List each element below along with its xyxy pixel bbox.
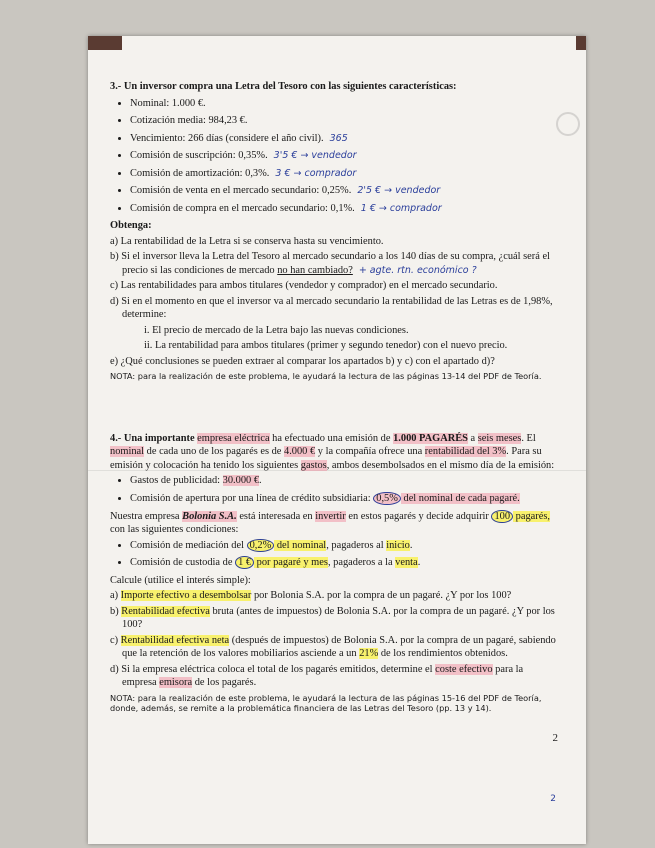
ex4-comision-custodia: • Comisión de custodia de 1 € por pagaré y mes, pagaderos a la venta.	[130, 556, 558, 570]
bleed-through-stamp	[556, 112, 580, 136]
ex4-question-a: a) Importe efectivo a desembolsar por Bolonia S.A. por la compra de un pagaré. ¿Y por los 100?	[110, 590, 512, 602]
exercise-4-conditions-list	[110, 539, 558, 570]
handwritten-note: 365	[329, 132, 348, 144]
exercise-3-title: 3.- Un inversor compra una Letra del Tesoro con las siguientes características:	[110, 81, 457, 92]
obtenga-label: Obtenga:	[110, 220, 152, 232]
paper-sheet	[88, 36, 586, 844]
handwritten-note: 3 € → comprador	[275, 167, 357, 179]
exercise-4-intro: 4.- Una importante empresa eléctrica ha efectuado una emisión de 1.000 PAGARÉS a seis meses. El nominal de cada uno de los pagarés es de 4.000 € y la compañía ofrece una rentabilidad del 3%. Para su emisión y colocación ha tenido los siguientes gastos, ambos desembolsados en el mismo día de la emisión:	[110, 432, 555, 471]
ex3-question-b: b) Si el inversor lleva la Letra del Tesoro al mercado secundario a los 140 días de su compra, ¿cuál será el precio si las condiciones de mercado no han cambiado? + agte. rtn. económico ?	[110, 251, 550, 276]
page-number: 2	[552, 732, 558, 744]
ex3-item-venta: • Comisión de venta en el mercado secundario: 0,25%. 2'5 € → vendedor	[130, 184, 558, 198]
page-content	[110, 80, 558, 714]
ex4-gasto-publicidad: • Gastos de publicidad: 30.000 €.	[130, 474, 558, 488]
handwritten-note: 2'5 € → vendedor	[357, 185, 441, 197]
ex3-question-c: c) Las rentabilidades para ambos titulares (vendedor y comprador) en el mercado secundario.	[110, 280, 498, 292]
ex3-question-d-ii: ii. La rentabilidad para ambos titulares (primer y segundo tenedor) con el nuevo precio.	[144, 340, 508, 352]
ex3-item-compra: • Comisión de compra en el mercado secundario: 0,1%. 1 € → comprador	[130, 202, 558, 216]
ex4-question-b: b) Rentabilidad efectiva bruta (antes de impuestos) de Bolonia S.A. por la compra de un pagaré. ¿Y por los 100?	[110, 605, 555, 631]
ex3-question-e: e) ¿Qué conclusiones se pueden extraer al comparar los apartados b) y c) con el apartado d)?	[110, 355, 495, 367]
ex3-item-vencimiento: • Vencimiento: 266 días (considere el año civil). 365	[130, 132, 558, 146]
exercise-4-gastos-list	[110, 474, 558, 505]
handwritten-note: 1 € → comprador	[360, 202, 442, 214]
ex3-item-suscripcion: • Comisión de suscripción: 0,35%. 3'5 € → vendedor	[130, 149, 558, 163]
calcule-label: Calcule (utilice el interés simple):	[110, 574, 251, 586]
exercise-3-list	[110, 97, 558, 216]
separator	[110, 382, 558, 432]
handwritten-note: 3'5 € → vendedor	[273, 150, 357, 162]
ex3-nota: NOTA: para la realización de este problema, le ayudará la lectura de las páginas 13-14 del PDF de Teoría.	[110, 371, 542, 382]
ex3-item-cotizacion: • Cotización media: 984,23 €.	[130, 114, 558, 128]
exercise-4-bolonia: Nuestra empresa Bolonia S.A. está interesada en invertir en estos pagarés y decide adquirir 100 pagarés, con las siguientes condiciones:	[110, 510, 551, 536]
ex3-question-a: a) La rentabilidad de la Letra si se conserva hasta su vencimiento.	[110, 235, 384, 247]
handwritten-corner-mark: 2	[550, 794, 556, 804]
ex3-item-nominal: • Nominal: 1.000 €.	[130, 97, 558, 111]
ex4-nota: NOTA: para la realización de este problema, le ayudará la lectura de las páginas 15-16 del PDF de Teoría, donde, además, se remite a la problemática financiera de las Letras del Tesoro (pp. 13 y 14).	[110, 692, 542, 714]
ex3-item-amortizacion: • Comisión de amortización: 0,3%. 3 € → comprador	[130, 167, 558, 181]
ex3-question-d-i: i. El precio de mercado de la Letra bajo las nuevas condiciones.	[144, 324, 409, 336]
ex4-gasto-apertura: • Comisión de apertura por una línea de crédito subsidiaria: 0,5% del nominal de cada pagaré.	[130, 492, 558, 506]
tape-left	[88, 36, 122, 50]
ex4-question-d: d) Si la empresa eléctrica coloca el total de los pagarés emitidos, determine el coste efectivo para la empresa emisora de los pagarés.	[110, 663, 524, 689]
ex4-comision-mediacion: • Comisión de mediación del 0,2% del nominal, pagaderos al inicio.	[130, 539, 558, 553]
handwritten-note: + agte. rtn. económico ?	[358, 264, 477, 276]
tape-right	[576, 36, 586, 50]
ex4-question-c: c) Rentabilidad efectiva neta (después de impuestos) de Bolonia S.A. por la compra de un pagaré, sabiendo que la retención de los valores mobiliarios asciende a un 21% de los rendimientos obtenidos.	[110, 634, 556, 660]
ex3-question-d: d) Si en el momento en que el inversor va al mercado secundario la rentabilidad de las Letras es de 1,98%, determine:	[110, 295, 553, 321]
